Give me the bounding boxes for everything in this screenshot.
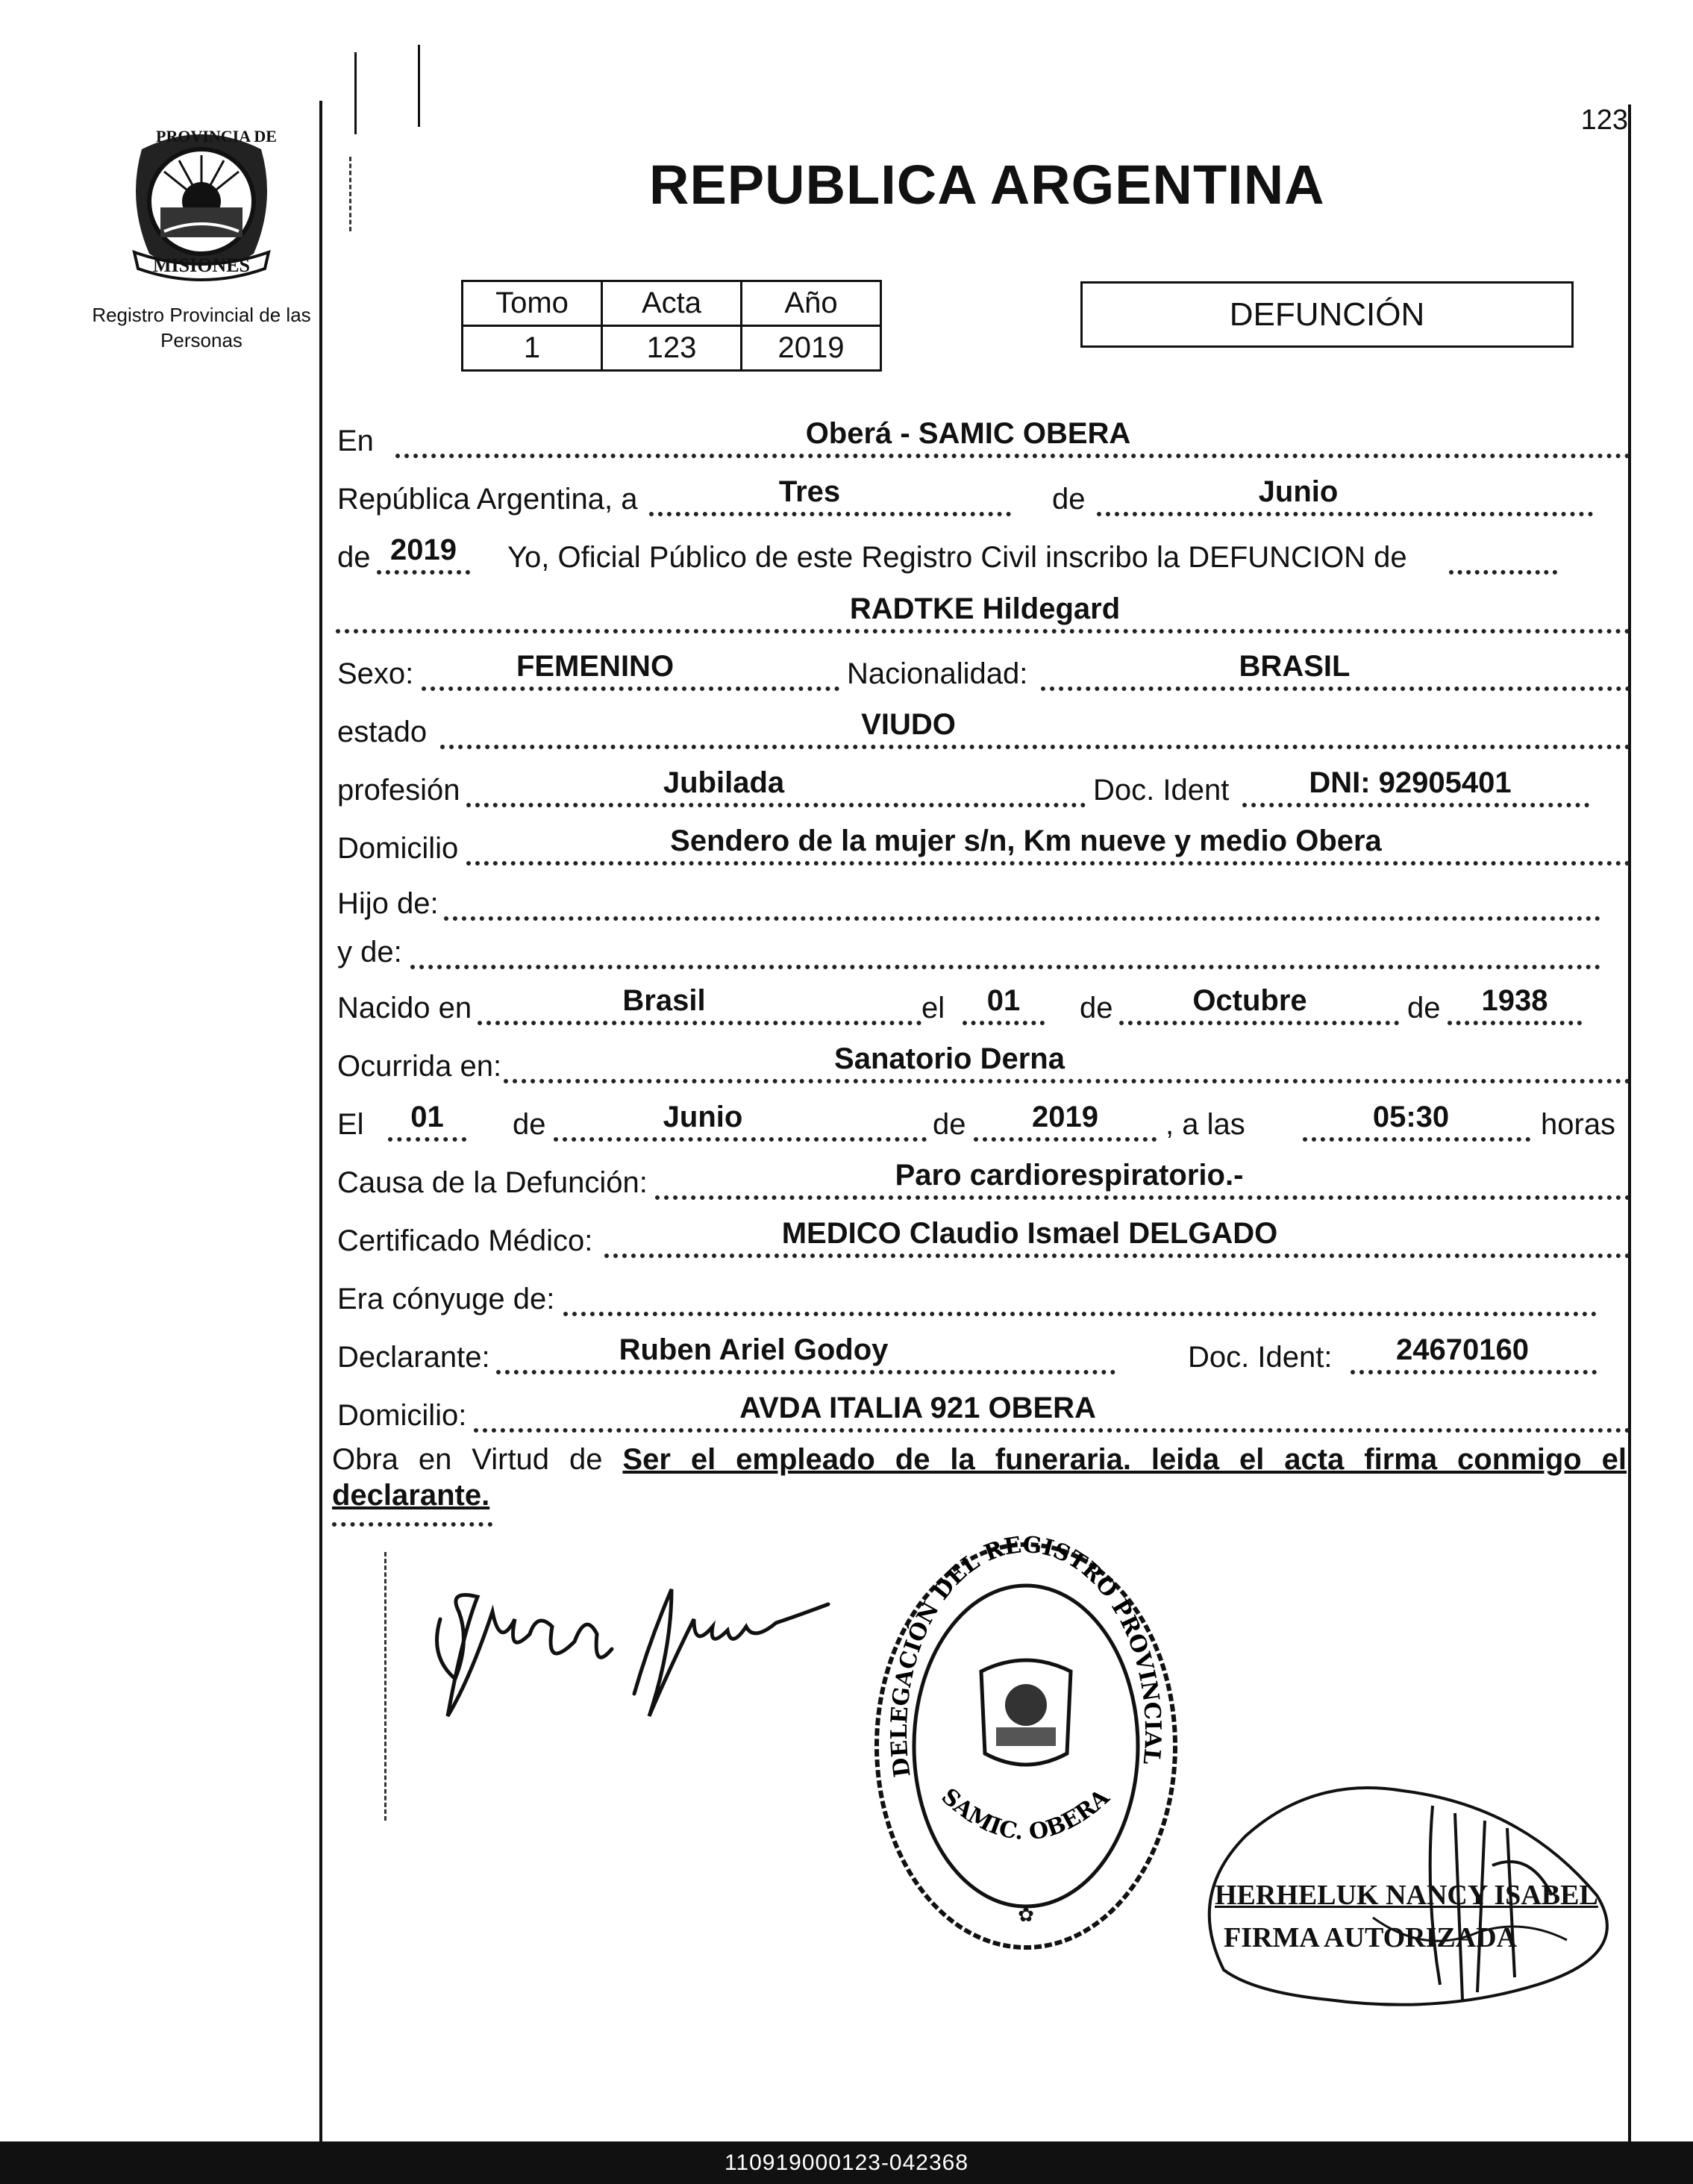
field-death-place: Sanatorio Derna (834, 1042, 1065, 1075)
label-estado: estado (337, 716, 428, 748)
top-edge-mark (354, 52, 357, 134)
field-place: Oberá - SAMIC OBERA (805, 417, 1131, 450)
row-certificate (336, 1218, 1634, 1262)
row-cause (336, 1160, 1634, 1204)
row-son-of (336, 880, 1634, 925)
table-value-ano: 2019 (742, 326, 881, 371)
field-death-month: Junio (663, 1101, 743, 1133)
page-title: REPUBLICA ARGENTINA (649, 154, 1325, 216)
dotted-line (963, 1021, 1045, 1025)
emblem-top-text: PROVINCIA DE (156, 127, 277, 146)
dotted-line (1448, 1021, 1582, 1025)
table-header-ano: Año (742, 281, 881, 326)
label-doc-ident2: Doc. Ident: (1188, 1341, 1333, 1374)
field-declarant-doc: 24670160 (1396, 1333, 1529, 1366)
label-declarante: Declarante: (337, 1341, 490, 1374)
label-a-las: , a las (1165, 1108, 1245, 1141)
dotted-line (377, 570, 470, 575)
field-declarant-address: AVDA ITALIA 921 OBERA (739, 1392, 1096, 1424)
dotted-line (395, 454, 1630, 458)
row-and-of (336, 929, 1634, 974)
field-death-year: 2019 (1032, 1101, 1098, 1133)
dotted-line (504, 1079, 1630, 1083)
dotted-line (1119, 1021, 1399, 1025)
label-de: de (1080, 992, 1113, 1024)
field-nationality: BRASIL (1239, 650, 1351, 683)
field-cause: Paro cardiorespiratorio.- (895, 1159, 1244, 1192)
field-death-time: 05:30 (1372, 1101, 1450, 1133)
label-de: de (337, 541, 371, 574)
dotted-line (649, 512, 1011, 516)
field-death-day: 01 (410, 1101, 444, 1133)
field-birth-month: Octubre (1192, 984, 1307, 1017)
record-table (461, 280, 882, 372)
label-republica: República Argentina, a (337, 483, 638, 516)
field-deceased-name: RADTKE Hildegard (849, 592, 1121, 625)
obra-paragraph (332, 1440, 1627, 1479)
stamp-emblem (981, 1660, 1071, 1765)
dotted-line (388, 1137, 466, 1142)
label-doc-ident: Doc. Ident (1093, 774, 1230, 807)
label-nacido-en: Nacido en (337, 992, 472, 1024)
table-value-tomo: 1 (463, 326, 602, 371)
star-icon: ✿ (1018, 1903, 1034, 1926)
dotted-line (554, 1137, 927, 1142)
official-stamp (866, 1530, 1186, 1962)
registry-name: Registro Provincial de las Personas (92, 304, 311, 351)
field-birth-day: 01 (986, 984, 1021, 1017)
dotted-line (474, 1428, 1630, 1433)
field-birth-year: 1938 (1481, 984, 1548, 1017)
label-horas: horas (1541, 1108, 1616, 1141)
dotted-line (974, 1137, 1157, 1142)
table-header-tomo: Tomo (463, 281, 602, 326)
authorized-caption: FIRMA AUTORIZADA (1224, 1922, 1518, 1953)
field-day-text: Tres (778, 475, 841, 508)
row-birth (336, 985, 1634, 1030)
label-causa: Causa de la Defunción: (337, 1166, 648, 1199)
dotted-line (478, 1021, 921, 1025)
label-y-de: y de: (337, 936, 402, 969)
dotted-line (1097, 512, 1593, 516)
field-civil-status: VIUDO (861, 708, 956, 741)
row-address (336, 825, 1634, 870)
declarant-signature (425, 1567, 843, 1753)
label-ocurrida-en: Ocurrida en: (337, 1050, 502, 1083)
dotted-line (466, 861, 1630, 866)
label-sexo: Sexo: (337, 657, 414, 690)
dotted-line (466, 803, 1086, 807)
dotted-line (332, 1522, 492, 1527)
left-margin-line (319, 101, 322, 2141)
row-year (336, 534, 1634, 579)
label-obra: Obra en Virtud de (332, 1443, 603, 1476)
label-domicilio2: Domicilio: (337, 1399, 467, 1432)
dotted-line (1303, 1137, 1530, 1142)
dotted-line (1242, 803, 1589, 807)
field-obra-line2: declarante. (332, 1479, 490, 1512)
field-doc-ident: DNI: 92905401 (1309, 766, 1512, 799)
dotted-line (604, 1254, 1630, 1258)
label-yo-oficial: Yo, Oficial Público de este Registro Civil inscribo la DEFUNCION de (507, 541, 1407, 574)
dotted-line (444, 916, 1600, 921)
label-en: En (337, 425, 374, 457)
row-profession (336, 767, 1634, 812)
authorized-name: HERHELUK NANCY ISABEL (1215, 1880, 1598, 1911)
field-profession: Jubilada (663, 766, 785, 799)
barcode-footer: 110919000123-042368 (0, 2141, 1693, 2184)
dotted-line (496, 1370, 1115, 1374)
field-obra-line1: Ser el empleado de la funeraria. leida el acta firma conmigo el (622, 1443, 1627, 1476)
label-de: de (1052, 483, 1086, 516)
dotted-line (410, 965, 1600, 969)
label-conyuge: Era cónyuge de: (337, 1283, 555, 1315)
province-emblem (119, 119, 284, 287)
emblem-bottom-text: MISIONES (152, 254, 251, 276)
label-hijo-de: Hijo de: (337, 887, 439, 920)
dotted-line (655, 1195, 1630, 1200)
fold-mark (349, 157, 351, 231)
label-de: de (933, 1108, 966, 1141)
label-de: de (513, 1108, 546, 1141)
field-address: Sendero de la mujer s/n, Km nueve y medio Obera (670, 825, 1382, 857)
row-place (336, 418, 1634, 463)
row-spouse (336, 1276, 1634, 1321)
table-header-acta: Acta (602, 281, 742, 326)
record-type-box: DEFUNCIÓN (1080, 281, 1574, 348)
label-el-cap: El (337, 1108, 364, 1141)
top-edge-mark (418, 45, 420, 127)
label-el: el (921, 992, 945, 1024)
dotted-line (1449, 570, 1557, 575)
dotted-line (422, 686, 839, 691)
label-certificado: Certificado Médico: (337, 1224, 593, 1257)
label-nacionalidad: Nacionalidad: (847, 657, 1028, 690)
row-death-place (336, 1043, 1634, 1088)
row-death-date (336, 1101, 1634, 1146)
field-year: 2019 (390, 534, 457, 566)
table-value-acta: 123 (602, 326, 742, 371)
row-declarant-address (336, 1392, 1634, 1437)
field-medical-certificate: MEDICO Claudio Ismael DELGADO (781, 1217, 1278, 1250)
row-date (336, 476, 1634, 521)
field-declarant: Ruben Ariel Godoy (619, 1333, 889, 1366)
stamp-inner-text: SAMIC. OBERA (936, 1783, 1115, 1846)
dotted-line (440, 745, 1630, 749)
field-month-text: Junio (1258, 475, 1339, 508)
label-profesion: profesión (337, 774, 460, 807)
dotted-line (1041, 686, 1630, 691)
stamp-outer-text: DELEGACIÓN DEL REGISTRO PROVINCIAL (886, 1531, 1166, 1779)
label-de: de (1407, 992, 1441, 1024)
row-declarant (336, 1334, 1634, 1379)
row-deceased-name (336, 593, 1634, 638)
field-sex: FEMENINO (516, 650, 675, 683)
page-number: 123 (1580, 104, 1628, 136)
label-domicilio: Domicilio (337, 832, 459, 865)
field-birth-place: Brasil (622, 984, 706, 1017)
row-sex-nationality (336, 651, 1634, 695)
dotted-line (563, 1312, 1597, 1316)
fold-mark (384, 1552, 387, 1821)
dotted-line (1351, 1370, 1597, 1374)
row-civil-status (336, 709, 1634, 754)
dotted-line (336, 629, 1630, 633)
